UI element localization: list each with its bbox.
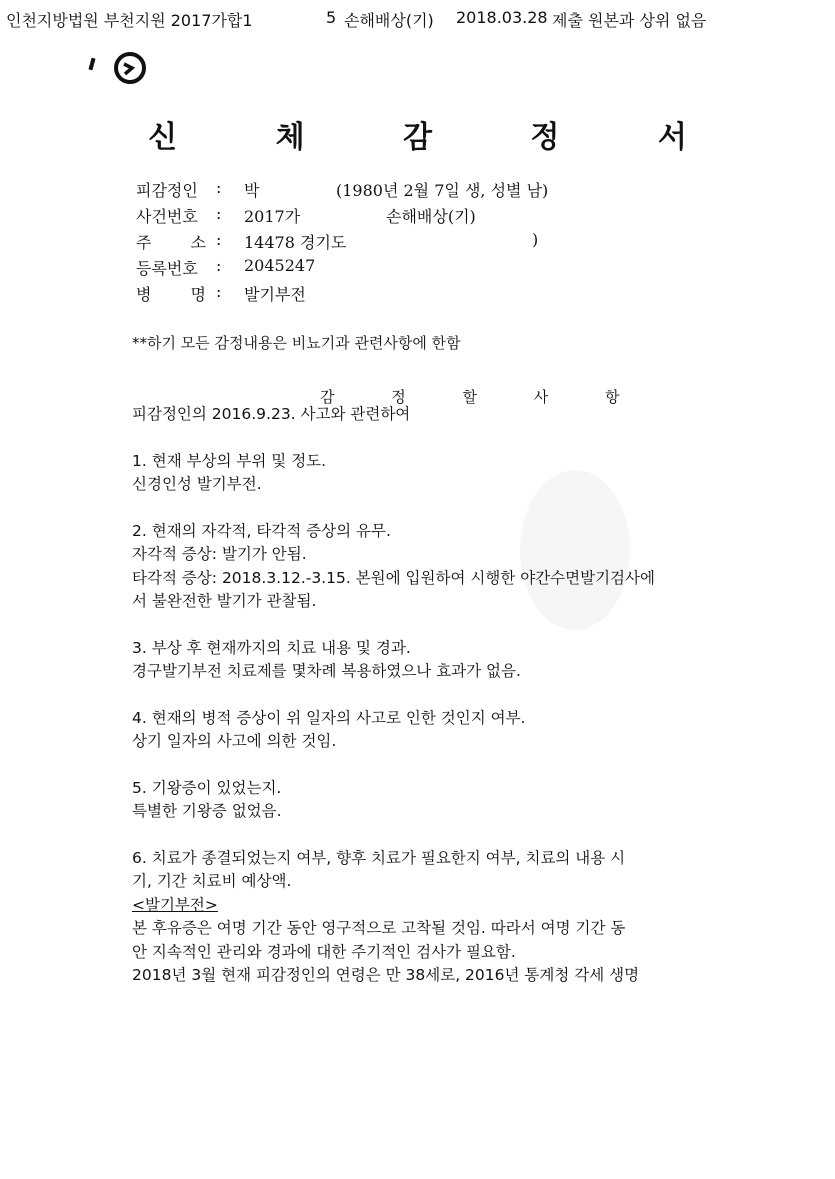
registration-colon: :	[216, 256, 222, 275]
item-4-answer: 상기 일자의 사고에 의한 것임.	[132, 732, 337, 750]
item-2-answer-subjective: 자각적 증상: 발기가 안됨.	[132, 545, 307, 563]
item-6-answer-line-1: 본 후유증은 여명 기간 동안 영구적으로 고착될 것임. 따라서 여명 기간 동	[132, 919, 626, 937]
address-label: 주 소	[136, 233, 206, 252]
diagnosis-value: 발기부전	[244, 285, 306, 304]
address-closing: )	[532, 230, 539, 249]
case-number: 2017가	[244, 207, 301, 226]
diagnosis-colon: :	[216, 282, 222, 301]
registration-label: 등록번호	[136, 259, 198, 278]
diagnosis-label: 병 명	[136, 285, 206, 304]
document-title: 신 체 감 정 서	[148, 120, 731, 155]
case-label: 사건번호	[136, 207, 198, 226]
item-3-answer: 경구발기부전 치료제를 몇차례 복용하였으나 효과가 없음.	[132, 662, 521, 680]
subject-label: 피감정인	[136, 181, 198, 200]
item-1-question: 1. 현재 부상의 부위 및 정도.	[132, 451, 327, 470]
ink-mark	[89, 58, 96, 71]
certification-stamp-text: 제출 원본과 상위 없음	[552, 11, 707, 30]
court-case-header: 인천지방법원 부천지원 2017가합1	[6, 11, 253, 30]
address-value: 14478 경기도	[244, 233, 347, 252]
item-5-question: 5. 기왕증이 있었는지.	[132, 778, 282, 797]
address-colon: :	[216, 230, 222, 249]
item-6-question-cont: 기, 기간 치료비 예상액.	[132, 872, 292, 890]
case-type: 손해배상(기)	[386, 207, 476, 226]
header-case-type: 손해배상(기)	[344, 11, 434, 30]
item-6-question: 6. 치료가 종결되었는지 여부, 향후 치료가 필요한지 여부, 치료의 내용 시	[132, 848, 626, 867]
item-6-answer-line-2: 안 지속적인 관리와 경과에 대한 주기적인 검사가 필요함.	[132, 942, 516, 961]
header-date: 2018.03.28	[456, 8, 548, 27]
subject-colon: :	[216, 178, 222, 197]
item-5-answer: 특별한 기왕증 없었음.	[132, 802, 282, 820]
item-6-answer-line-3: 2018년 3월 현재 피감정인의 연령은 만 38세로, 2016년 통계청 각세 생명	[132, 966, 640, 984]
subject-name: 박	[244, 181, 260, 200]
item-4-question: 4. 현재의 병적 증상이 위 일자의 사고로 인한 것인지 여부.	[132, 708, 526, 727]
section-heading: 감 정 할 사 항	[320, 388, 646, 406]
header-fragment: 5	[326, 8, 337, 27]
item-6-subheading: <발기부전>	[132, 895, 218, 914]
assessment-intro: 피감정인의 2016.9.23. 사고와 관련하여	[132, 405, 411, 423]
scope-notice: **하기 모든 감정내용은 비뇨기과 관련사항에 한함	[132, 334, 461, 352]
subject-birth-info: (1980년 2월 7일 생, 성별 남)	[336, 181, 549, 200]
item-3-question: 3. 부상 후 현재까지의 치료 내용 및 경과.	[132, 638, 411, 657]
assessment-body	[132, 403, 732, 988]
registration-number: 2045247	[244, 256, 316, 275]
item-1-answer: 신경인성 발기부전.	[132, 475, 262, 493]
item-2-question: 2. 현재의 자각적, 타각적 증상의 유무.	[132, 521, 391, 540]
item-2-answer-objective-cont: 서 불완전한 발기가 관찰됨.	[132, 592, 317, 610]
circle-seal-icon	[112, 50, 148, 86]
case-colon: :	[216, 204, 222, 223]
item-2-answer-objective: 타각적 증상: 2018.3.12.-3.15. 본원에 입원하여 시행한 야간수면발기검사에	[132, 568, 655, 587]
